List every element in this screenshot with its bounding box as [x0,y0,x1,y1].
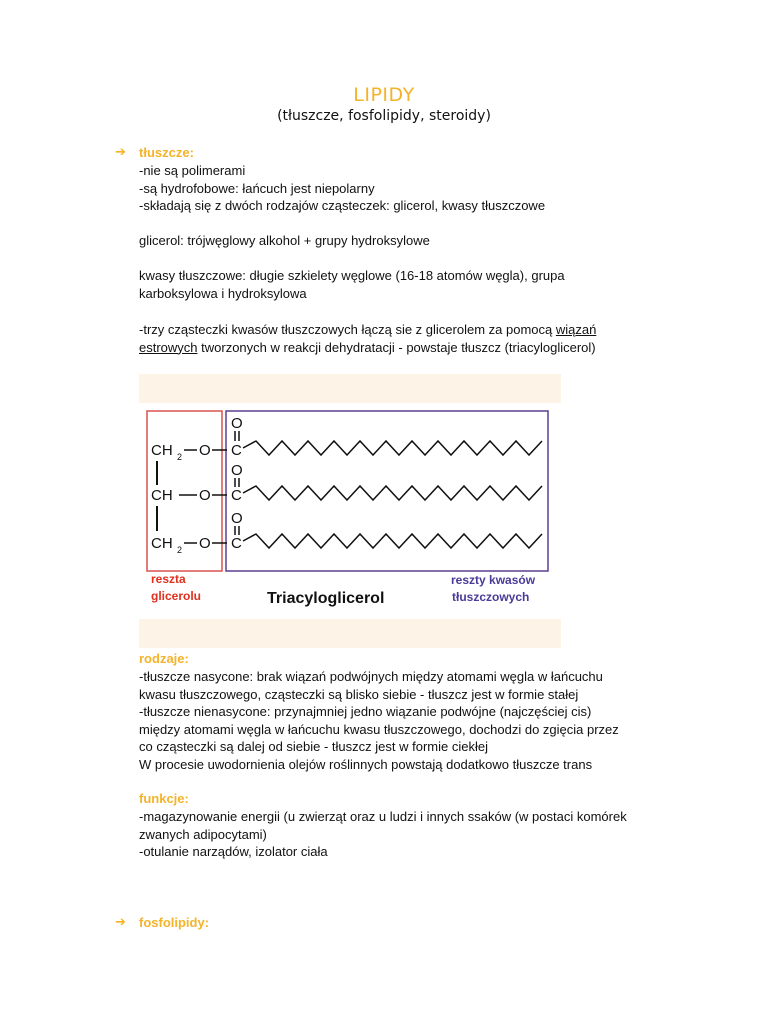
fatty-acid-chain [243,534,542,548]
text-line: -magazynowanie energii (u zwierząt oraz u ludzi i innych ssaków (w postaci komórek [139,809,627,824]
text-line [139,321,679,339]
page-subtitle: (tłuszcze, fosfolipidy, steroidy) [277,108,491,124]
ch2-label: CH [151,535,173,552]
carbonyl-oxygen-label: O [231,510,243,527]
fatty-acid-chain [243,486,542,500]
subscript-2: 2 [177,452,183,462]
triacylglycerol-figure [139,403,561,619]
text-line: -tłuszcze nasycone: brak wiązań podwójnych między atomami węgla w łańcuchu [139,669,603,684]
oxygen-label: O [199,487,211,504]
carbon-label: C [231,535,242,552]
text-span: -trzy cząsteczki kwasów tłuszczowych łączą sie z glicerolem za pomocą [139,322,556,337]
text-line: W procesie uwodornienia olejów roślinnych powstają dodatkowo tłuszcze trans [139,756,593,772]
text-span: tworzonych w reakcji dehydratacji - powstaje tłuszcz (triacyloglicerol) [197,339,596,355]
text-line: -otulanie narządów, izolator ciała [139,844,328,859]
section-heading-types: rodzaje: [139,651,189,666]
glycerol-residue-label: glicerolu [151,589,202,603]
fatty-acid-residue-label: tłuszczowych [452,590,530,604]
text-line: co cząsteczki są dalej od siebie - tłuszcz jest w formie ciekłej [139,739,488,754]
text-line: -są hydrofobowe: łańcuch jest niepolarny [139,180,375,196]
text-line: kwasu tłuszczowego, cząsteczki są blisko siebie - tłuszcz jest w formie stałej [139,686,579,702]
text-line: zwanych adipocytami) [139,826,267,842]
oxygen-label: O [199,535,211,552]
carbonyl-oxygen-label: O [231,462,243,479]
underlined-term: estrowych [139,339,198,355]
section-heading-fats: tłuszcze: [139,145,194,160]
section-heading-phospholipids: fosfolipidy: [139,915,210,930]
text-line [139,339,679,357]
arrow-right-icon: ➔ [115,145,126,160]
fatty-acid-box [226,411,548,571]
carbon-label: C [231,442,242,459]
glycerol-definition [139,232,679,250]
carbon-label: C [231,487,242,504]
fat-functions-list [139,808,679,861]
ester-bond-paragraph [139,321,679,356]
fat-types-list [139,668,679,773]
fatty-acid-chain [243,441,542,455]
text-line: -składają się z dwóch rodzajów cząsteczek: glicerol, kwasy tłuszczowe [139,198,546,213]
text-line: karboksylowa i hydroksylowa [139,285,307,301]
fatty-acids-definition [139,267,679,302]
text-line: kwasy tłuszczowe: długie szkielety węglowe (16-18 atomów węgla), grupa [139,268,565,283]
text-line: -tłuszcze nienasycone: przynajmniej jedno wiązanie podwójne (najczęściej cis) [139,704,592,719]
text-line: glicerol: trójwęglowy alkohol + grupy hydroksylowe [139,233,430,248]
text-line: -nie są polimerami [139,163,246,178]
figure-caption: Triacyloglicerol [267,590,385,607]
fats-properties [139,162,679,215]
carbonyl-oxygen-label: O [231,415,243,432]
section-heading-functions: funkcje: [139,791,189,806]
glycerol-residue-label: reszta [151,572,186,586]
subscript-2: 2 [177,545,183,555]
ch-label: CH [151,487,173,504]
triacylglycerol-diagram [139,403,561,619]
fatty-acid-residue-label: reszty kwasów [451,573,536,587]
underlined-term: wiązań [555,322,597,337]
arrow-right-icon: ➔ [115,915,126,930]
ch2-label: CH [151,442,173,459]
page-title: LIPIDY [353,84,415,106]
oxygen-label: O [199,442,211,459]
text-line: między atomami węgla w łańcuchu kwasu tłuszczowego, dochodzi do zgięcia przez [139,721,619,737]
